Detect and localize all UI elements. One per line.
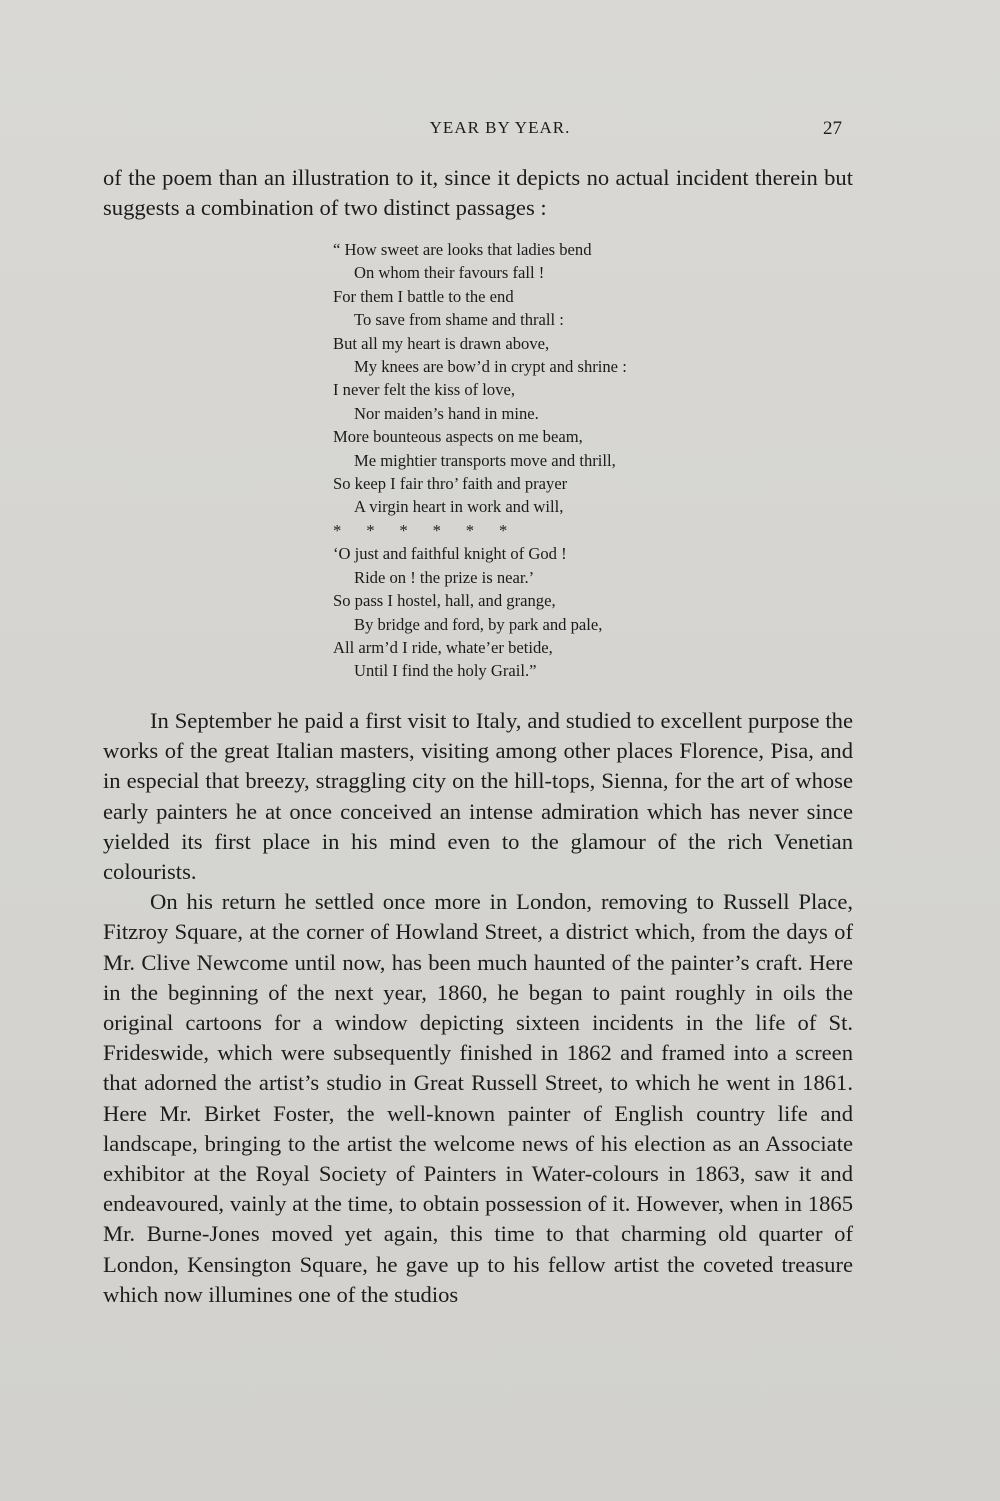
running-title: YEAR BY YEAR. bbox=[429, 118, 571, 137]
running-head bbox=[0, 118, 1000, 142]
poem-line: Nor maiden’s hand in mine. bbox=[354, 403, 539, 423]
poem-line: Until I find the holy Grail.” bbox=[354, 661, 537, 681]
poem-line: But all my heart is drawn above, bbox=[333, 333, 550, 353]
prose-text bbox=[103, 706, 853, 1310]
poem-line: To save from shame and thrall : bbox=[354, 310, 564, 330]
intro-paragraph: of the poem than an illustration to it, since it depicts no actual incident therein but suggests a combination of two distinct passages : bbox=[103, 165, 853, 221]
poem-line: Me mightier transports move and thrill, bbox=[354, 450, 616, 470]
poem-line: On whom their favours fall ! bbox=[354, 263, 545, 283]
poem-line: So keep I fair thro’ faith and prayer bbox=[333, 474, 568, 494]
poem-stanza-2 bbox=[333, 542, 753, 682]
poem-line: By bridge and ford, by park and pale, bbox=[354, 614, 603, 634]
poem-line: ‘O just and faithful knight of God ! bbox=[333, 544, 567, 564]
poem-line: For them I battle to the end bbox=[333, 286, 514, 306]
poem-stanza-1 bbox=[333, 238, 753, 519]
poem-line: All arm’d I ride, whate’er betide, bbox=[333, 637, 553, 657]
page-number: 27 bbox=[823, 118, 842, 139]
poem-line: So pass I hostel, hall, and grange, bbox=[333, 591, 556, 611]
poem-line: I never felt the kiss of love, bbox=[333, 380, 516, 400]
paragraph: In September he paid a first visit to Italy, and studied to excellent purpose the works of the great Italian masters, visiting among other places Florence, Pisa, and in especial that breezy, straggling city on the hill-tops, Sienna, for the art of whose early painters he at once conceived an intense admiration which has never since yielded its first place in his mind even to the glamour of the rich Venetian colourists. bbox=[103, 708, 853, 885]
poem-quotation bbox=[333, 238, 753, 683]
poem-line: My knees are bow’d in crypt and shrine : bbox=[354, 357, 627, 377]
poem-ellipsis-stars: * * * * * * bbox=[333, 520, 508, 540]
poem-line: “ How sweet are looks that ladies bend bbox=[333, 240, 592, 259]
poem-line: A virgin heart in work and will, bbox=[354, 497, 564, 517]
poem-line: Ride on ! the prize is near.’ bbox=[354, 567, 535, 587]
poem-line: More bounteous aspects on me beam, bbox=[333, 427, 583, 447]
intro-text bbox=[103, 163, 853, 223]
paragraph: On his return he settled once more in London, removing to Russell Place, Fitzroy Square, at the corner of Howland Street, a district which, from the days of Mr. Clive Newcome until now, has been much haunted of the painter’s craft. Here in the beginning of the next year, 1860, he began to paint roughly in oils the original cartoons for a window depicting sixteen incidents in the life of St. Frideswide, which were subsequently finished in 1862 and framed into a screen that adorned the artist’s studio in Great Russell Street, to which he went in 1861. Here Mr. Birket Foster, the well-known painter of English country life and landscape, bringing to the artist the welcome news of his election as an Associate exhibitor at the Royal Society of Painters in Water-colours in 1863, saw it and endeavoured, vainly at the time, to obtain possession of it. However, when in 1865 Mr. Burne-Jones moved yet again, this time to that charming old quarter of London, Kensington Square, he gave up to his fellow artist the coveted treasure which now illumines one of the studios bbox=[103, 889, 853, 1307]
